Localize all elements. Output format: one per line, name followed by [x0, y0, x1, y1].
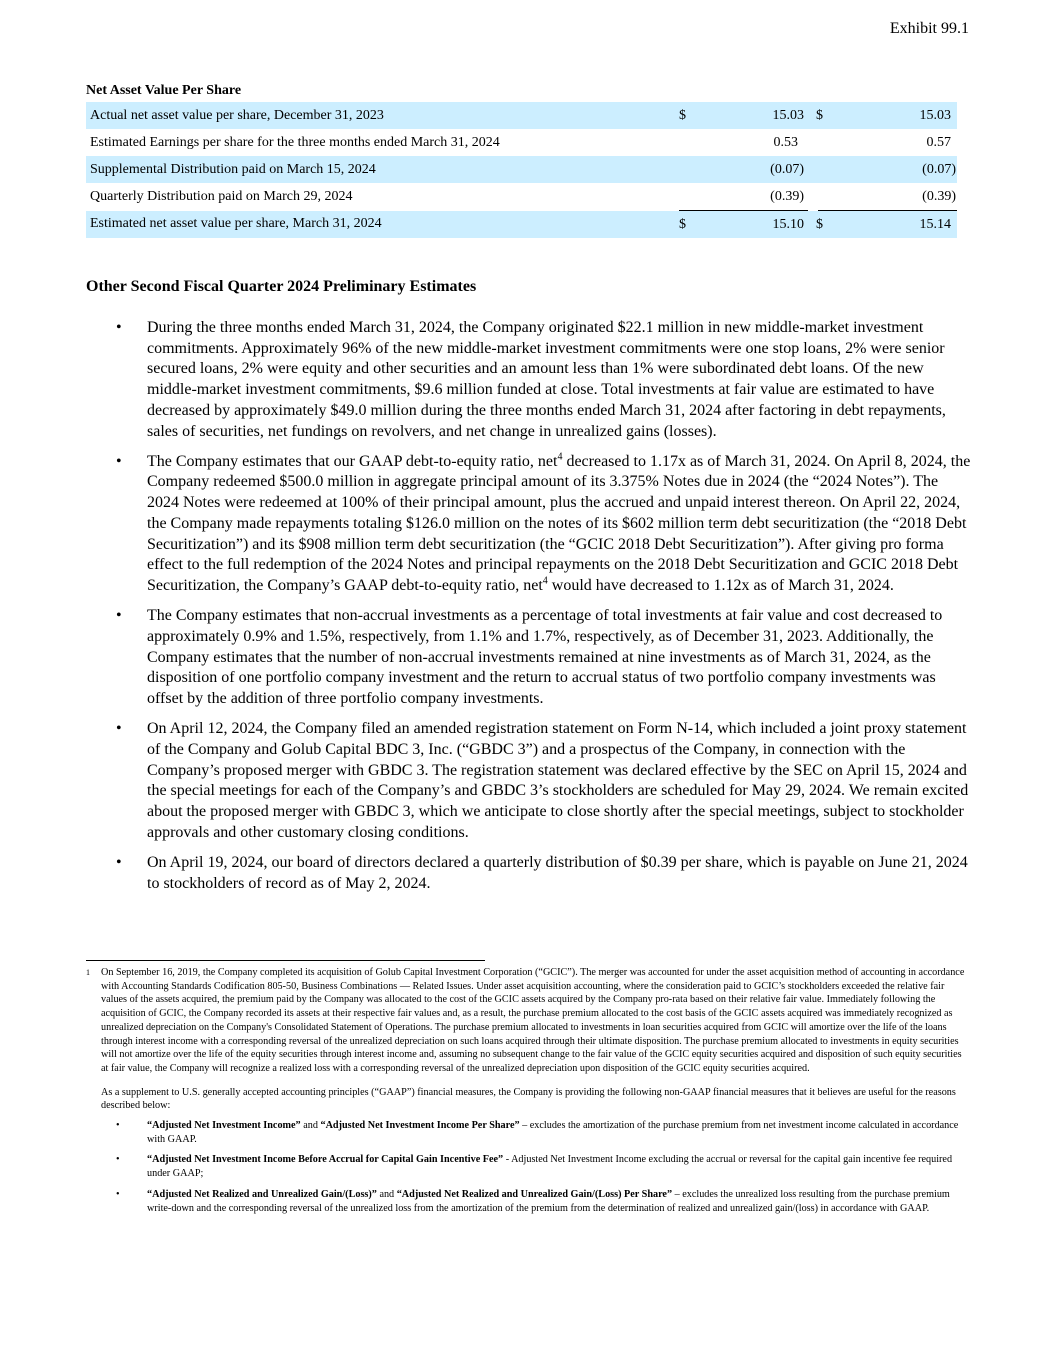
- dollar-sign: $: [808, 102, 838, 129]
- list-item: [86, 606, 971, 710]
- estimates-list: [86, 318, 971, 904]
- bullet-text: The Company estimates that non-accrual investments as a percentage of total investments at fair value and cost decreased to approximately 0.9% and 1.5%, respectively, from 1.1% and 1.7%, respectively, as of December 31, 2023. Additionally, the Company estimates that the number of non-accrual investments remained at nine investments as of March 31, 2024, as the disposition of one portfolio company investment and the return to accrual status of two portfolio company investments was offset by the addition of three portfolio company investments.: [147, 607, 943, 707]
- list-item: [86, 1119, 971, 1146]
- dollar-sign: [679, 156, 699, 183]
- row-label: Estimated net asset value per share, March 31, 2024: [86, 211, 679, 239]
- connector-text: and: [300, 1120, 321, 1132]
- value-col1: 0.53: [773, 134, 798, 150]
- measure-name: “Adjusted Net Realized and Unrealized Gain/(Loss)”: [147, 1188, 377, 1200]
- measure-name: “Adjusted Net Investment Income Before Accrual for Capital Gain Incentive Fee”: [147, 1154, 504, 1166]
- section-title: Other Second Fiscal Quarter 2024 Preliminary Estimates: [86, 278, 477, 295]
- bullet-text: During the three months ended March 31, 2024, the Company originated $22.1 million in new middle-market investment commitments. Approximately 96% of the new middle-market investment commitments were one stop loans, 2% were senior secured loans, 2% were equity and other securities and an amount less than 1% were subordinated debt loans. Of the new middle-market investment commitments, $9.6 million funded at close. Total investments at fair value are estimated to have decreased by approximately $49.0 million during the three months ended March 31, 2024 after factoring in debt repayments, sales of securities, net fundings on revolvers, and net change in unrealized gains (losses).: [147, 319, 946, 440]
- bullet-text: The Company estimates that our GAAP debt-to-equity ratio, net: [147, 452, 558, 470]
- list-item: [86, 1188, 971, 1215]
- bullet-text: On April 19, 2024, our board of directors declared a quarterly distribution of $0.39 per share, which is payable on June 21, 2024 to stockholders of record as of May 2, 2024.: [147, 853, 968, 892]
- measure-desc: – excludes the unrealized loss resulting from the purchase premium write-down and the corresponding reversal of the unrealized loss from the amortization of the premium from the determination of realized and unrealized gain/(loss) in accordance with GAAP.: [147, 1188, 950, 1214]
- bullet-icon: •: [116, 607, 122, 625]
- list-item: [86, 1153, 971, 1180]
- bullet-icon: •: [116, 1120, 120, 1132]
- bullet-icon: •: [116, 1188, 120, 1200]
- table-row: [86, 211, 957, 239]
- row-label: Actual net asset value per share, December 31, 2023: [86, 102, 679, 129]
- value-col1: 15.03: [699, 102, 808, 129]
- bullet-text: On April 12, 2024, the Company filed an amended registration statement on Form N-14, which included a joint proxy statement of the Company and Golub Capital BDC 3, Inc. (“GBDC 3”) and a prospectus of the Company, in connection with the Company’s proposed merger with GBDC 3. The registration statement was declared effective by the SEC on April 15, 2024 and the special meetings for each of the Company’s and GBDC 3’s stockholders are scheduled for May 29, 2024. We remain excited about the proposed merger with GBDC 3, which we anticipate to close shortly after the special meetings, subject to stockholder approvals and other customary closing conditions.: [147, 720, 969, 841]
- table-row: [86, 156, 957, 183]
- value-col1: 15.10: [699, 211, 808, 239]
- bullet-icon: •: [116, 319, 122, 336]
- connector-text: and: [376, 1188, 397, 1200]
- bullet-icon: •: [116, 452, 122, 470]
- list-item: [86, 318, 971, 442]
- dollar-sign: [808, 156, 838, 183]
- list-item: [86, 853, 971, 894]
- list-item: [86, 452, 971, 597]
- footnote-ref: 4: [557, 451, 563, 463]
- bullet-icon: •: [116, 1154, 120, 1166]
- bullet-text: would have decreased to 1.12x as of March 31, 2024.: [547, 576, 894, 594]
- table-row: [86, 129, 957, 156]
- measure-name: “Adjusted Net Realized and Unrealized Gain/(Loss) Per Share”: [396, 1188, 673, 1200]
- dollar-sign: [679, 129, 699, 156]
- row-label: Estimated Earnings per share for the three months ended March 31, 2024: [90, 134, 500, 150]
- measure-name: “Adjusted Net Investment Income Per Share”: [320, 1120, 520, 1132]
- table-title: Net Asset Value Per Share: [86, 83, 242, 98]
- value-col1: (0.39): [699, 183, 808, 211]
- footnote-mark: 1: [86, 968, 90, 977]
- bullet-text: decreased to 1.17x as of March 31, 2024. On April 8, 2024, the Company redeemed $500.0 million in aggregate principal amount of its 3.375% Notes due in 2024 (the “2024 Notes”). The 2024 Notes were redeemed at 100% of their principal amount, plus the accrued and unpaid interest thereon. On April 22, 2024, the Company made repayments totaling $126.0 million on the notes of its $602 million term debt securitization (the “2018 Debt Securitization”) and its $908 million term debt securitization (the “GCIC 2018 Debt Securitization”). After giving pro forma effect to the full redemption of the 2024 Notes and principal repayments on the 2018 Debt Securitization and GCIC 2018 Debt Securitization, the Company’s GAAP debt-to-equity ratio, net: [147, 452, 971, 594]
- measure-desc: – excludes the amortization of the purchase premium from net investment income calculated in accordance with GAAP.: [147, 1120, 959, 1145]
- nav-per-share-table: [86, 80, 957, 238]
- dollar-sign: [808, 129, 838, 156]
- non-gaap-intro: As a supplement to U.S. generally accepted accounting principles (“GAAP”) financial measures, the Company is providing the following non-GAAP financial measures that it believes are useful for the reasons described below:: [101, 1086, 956, 1112]
- value-col2: 15.03: [838, 102, 957, 129]
- value-col2: (0.39): [838, 183, 957, 211]
- bullet-icon: •: [116, 720, 122, 738]
- dollar-sign: $: [679, 102, 699, 129]
- footnote-ref: 4: [542, 575, 548, 587]
- dollar-sign: [818, 183, 838, 211]
- value-col2: 15.14: [838, 211, 957, 239]
- exhibit-label: Exhibit 99.1: [889, 20, 969, 37]
- dollar-sign: $: [808, 211, 838, 239]
- footnote-block: [86, 966, 971, 1222]
- value-col2: (0.07): [838, 156, 957, 183]
- footnote-text: On September 16, 2019, the Company completed its acquisition of Golub Capital Investment Corporation (“GCIC”). The merger was accounted for under the asset acquisition method of accounting in accordance with Accounting Standards Codification 805-50, Business Combinations — Related Issues. Under asset acquisition accounting, where the consideration paid to GCIC’s stockholders exceeded the relative fair values of the assets acquired, the premium paid by the Company was allocated to the cost of the GCIC assets acquired by the Company pro-rata based on their relative fair value. Immediately following the acquisition of GCIC, the Company recorded its assets at their respective fair values and, as a result, the purchase premium allocated to the cost basis of the GCIC assets acquired was immediately recognized as unrealized depreciation on the Company's Consolidated Statement of Operations. The purchase premium allocated to investments in loan securities acquired from GCIC will amortize over the life of the loans through interest income with a corresponding reversal of the unrealized depreciation on such loans acquired through their ultimate disposition. The purchase premium allocated to investments in equity securities will not amortize over the life of the equity securities through interest income and, assuming no subsequent change to the fair value of the GCIC equity securities acquired and disposition of such equity securities at fair value, the Company will recognize a realized loss with a corresponding reversal of the unrealized depreciation upon disposition of the GCIC equity securities acquired.: [101, 967, 965, 1074]
- table-row: [86, 183, 957, 211]
- row-label: Quarterly Distribution paid on March 29, 2024: [90, 188, 353, 204]
- value-col2: 0.57: [926, 134, 951, 150]
- footnote-divider: [86, 960, 485, 961]
- dollar-sign: $: [679, 211, 699, 239]
- measure-name: “Adjusted Net Investment Income”: [147, 1120, 301, 1132]
- measure-desc: - Adjusted Net Investment Income excluding the accrual or reversal for the capital gain incentive fee required under GAAP;: [147, 1154, 953, 1180]
- list-item: [86, 719, 971, 843]
- row-label: Supplemental Distribution paid on March 15, 2024: [86, 156, 679, 183]
- bullet-icon: •: [116, 853, 122, 871]
- value-col1: (0.07): [699, 156, 808, 183]
- column-gap: [808, 183, 818, 211]
- table-row: [86, 102, 957, 129]
- non-gaap-list: [86, 1119, 971, 1215]
- dollar-sign: [679, 183, 699, 211]
